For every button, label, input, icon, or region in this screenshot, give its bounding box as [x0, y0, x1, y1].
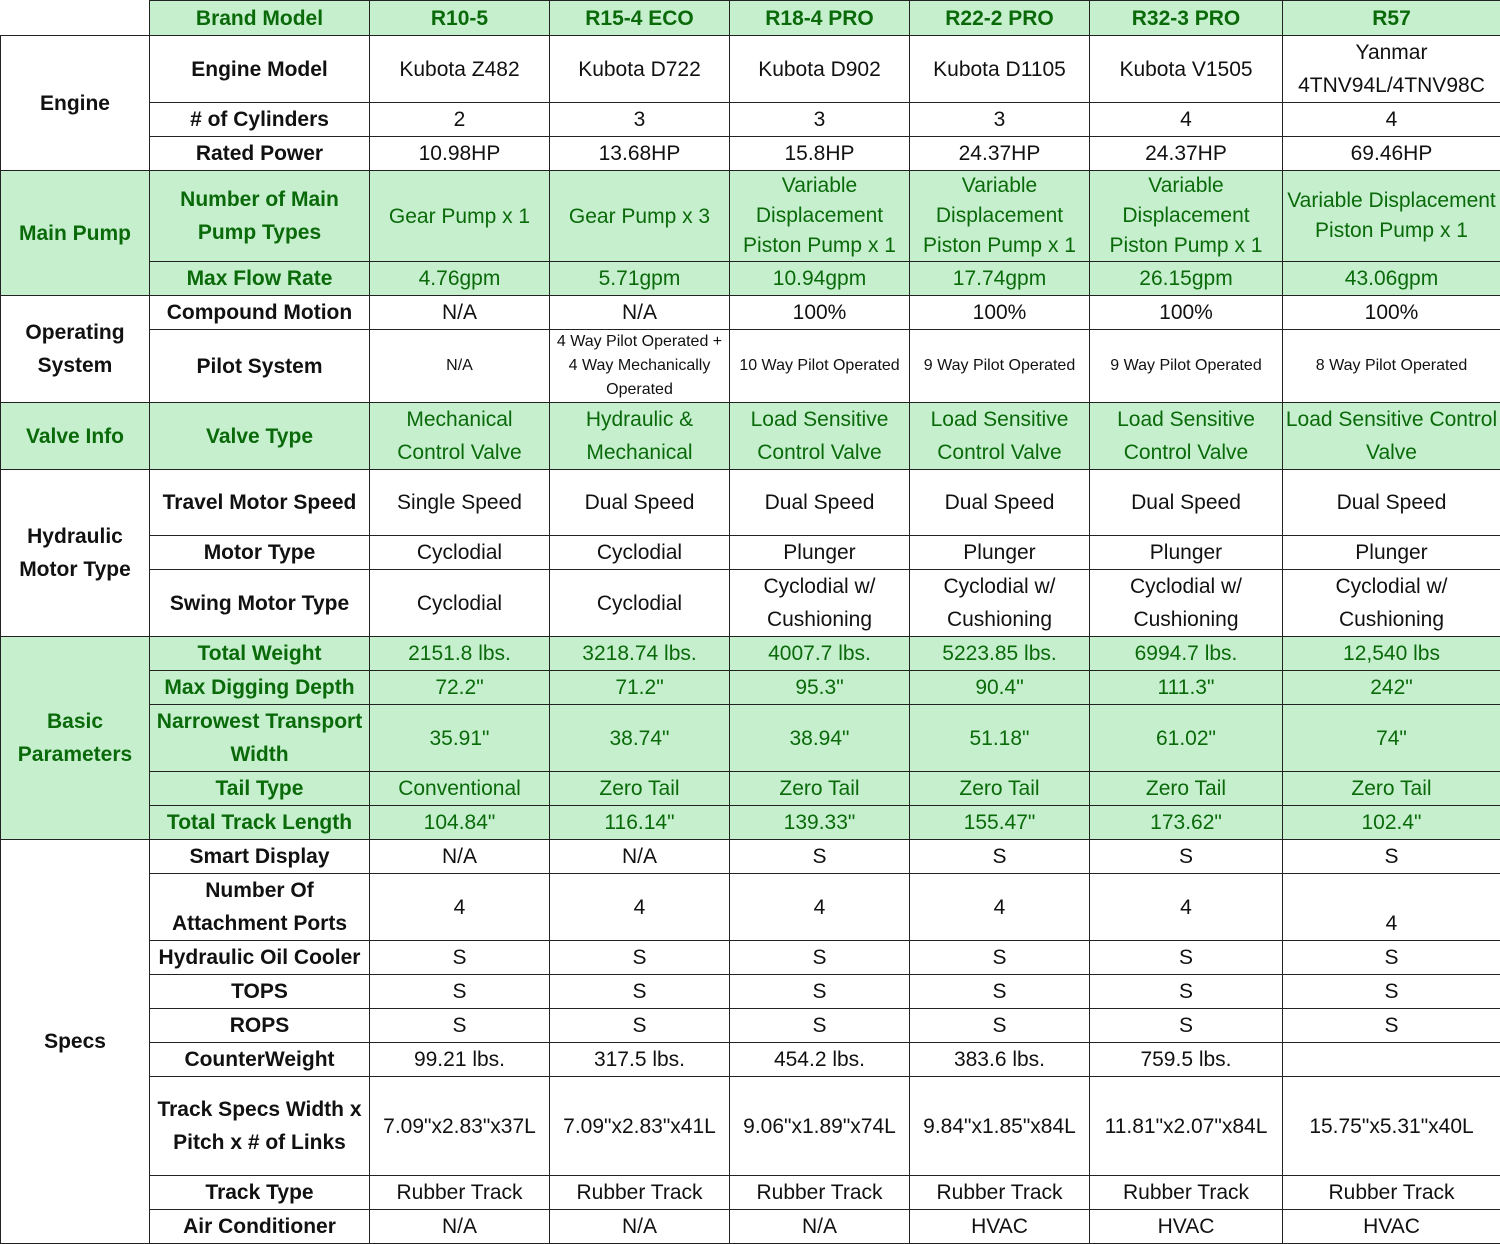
cell: Kubota Z482	[370, 36, 550, 103]
row-max-digging-depth	[1, 671, 1500, 705]
row-label: Engine Model	[150, 36, 370, 103]
cell: N/A	[370, 840, 550, 874]
cell: 173.62"	[1090, 806, 1283, 840]
row-rops	[1, 1009, 1500, 1043]
row-label: Air Conditioner	[150, 1210, 370, 1244]
cell: N/A	[550, 296, 730, 330]
cell: 95.3"	[730, 671, 910, 705]
cell: 17.74gpm	[910, 262, 1090, 296]
row-label: Hydraulic Oil Cooler	[150, 941, 370, 975]
row-travel-motor-speed	[1, 470, 1500, 536]
cell: N/A	[370, 1210, 550, 1244]
cell: 383.6 lbs.	[910, 1043, 1090, 1077]
cell: Plunger	[1090, 536, 1283, 570]
cell: S	[370, 941, 550, 975]
cell: Rubber Track	[1090, 1176, 1283, 1210]
cell: S	[730, 1009, 910, 1043]
cell: 3218.74 lbs.	[550, 637, 730, 671]
cell: S	[1283, 840, 1500, 874]
cell: Yanmar 4TNV94L/4TNV98C	[1283, 36, 1500, 103]
cell: Zero Tail	[1283, 772, 1500, 806]
row-label: Number of Main Pump Types	[150, 171, 370, 262]
row-label: Total Track Length	[150, 806, 370, 840]
cell: S	[910, 941, 1090, 975]
cell: HVAC	[910, 1210, 1090, 1244]
row-label: Smart Display	[150, 840, 370, 874]
cell: Rubber Track	[910, 1176, 1090, 1210]
cell: S	[370, 1009, 550, 1043]
cell: 2151.8 lbs.	[370, 637, 550, 671]
cell: Rubber Track	[370, 1176, 550, 1210]
row-tail-type	[1, 772, 1500, 806]
cell: Cyclodial	[550, 536, 730, 570]
cell: 242"	[1283, 671, 1500, 705]
cell: 43.06gpm	[1283, 262, 1500, 296]
cell: 35.91"	[370, 705, 550, 772]
cell: S	[1283, 941, 1500, 975]
cell: Dual Speed	[1090, 470, 1283, 536]
cell: 5223.85 lbs.	[910, 637, 1090, 671]
row-smart-display	[1, 840, 1500, 874]
cell: 317.5 lbs.	[550, 1043, 730, 1077]
cell: 4007.7 lbs.	[730, 637, 910, 671]
row-track-specs	[1, 1077, 1500, 1176]
cell: Load Sensitive Control Valve	[910, 403, 1090, 470]
cell: 24.37HP	[910, 137, 1090, 171]
cell: Cyclodial w/ Cushioning	[1283, 570, 1500, 637]
cell: HVAC	[1090, 1210, 1283, 1244]
row-oil-cooler	[1, 941, 1500, 975]
cell: 69.46HP	[1283, 137, 1500, 171]
cell: 38.94"	[730, 705, 910, 772]
row-label: Track Type	[150, 1176, 370, 1210]
category-valve-info: Valve Info	[1, 403, 150, 470]
cell: 10.94gpm	[730, 262, 910, 296]
cell: Dual Speed	[1283, 470, 1500, 536]
cell: 4	[1090, 874, 1283, 941]
cell: 100%	[730, 296, 910, 330]
cell: 12,540 lbs	[1283, 637, 1500, 671]
cell: 104.84"	[370, 806, 550, 840]
cell: S	[730, 941, 910, 975]
cell: Mechanical Control Valve	[370, 403, 550, 470]
cell: S	[910, 1009, 1090, 1043]
cell: N/A	[550, 1210, 730, 1244]
row-label: Pilot System	[150, 330, 370, 403]
cell: 759.5 lbs.	[1090, 1043, 1283, 1077]
cell: 3	[730, 103, 910, 137]
cell: S	[1090, 975, 1283, 1009]
cell: 99.21 lbs.	[370, 1043, 550, 1077]
row-track-type	[1, 1176, 1500, 1210]
cell: Dual Speed	[910, 470, 1090, 536]
cell: Plunger	[910, 536, 1090, 570]
cell: Cyclodial w/ Cushioning	[1090, 570, 1283, 637]
row-tops	[1, 975, 1500, 1009]
cell: 72.2"	[370, 671, 550, 705]
row-pilot-system	[1, 330, 1500, 403]
row-total-weight	[1, 637, 1500, 671]
row-label: Track Specs Width x Pitch x # of Links	[150, 1077, 370, 1176]
row-main-pump-types	[1, 171, 1500, 262]
row-air-conditioner	[1, 1210, 1500, 1244]
cell: HVAC	[1283, 1210, 1500, 1244]
cell: S	[910, 975, 1090, 1009]
row-engine-model	[1, 36, 1500, 103]
cell: Gear Pump x 3	[550, 171, 730, 262]
cell: S	[1283, 1009, 1500, 1043]
category-operating-system: Operating System	[1, 296, 150, 403]
cell: N/A	[370, 330, 550, 403]
cell: Variable Displacement Piston Pump x 1	[1283, 171, 1500, 262]
cell: Gear Pump x 1	[370, 171, 550, 262]
cell: 8 Way Pilot Operated	[1283, 330, 1500, 403]
cell: S	[550, 975, 730, 1009]
row-label: TOPS	[150, 975, 370, 1009]
cell: Dual Speed	[550, 470, 730, 536]
category-specs: Specs	[1, 840, 150, 1244]
cell: 9 Way Pilot Operated	[910, 330, 1090, 403]
row-label: Rated Power	[150, 137, 370, 171]
cell: S	[730, 975, 910, 1009]
cell: 90.4"	[910, 671, 1090, 705]
cell: S	[1283, 975, 1500, 1009]
category-engine: Engine	[1, 36, 150, 171]
cell: 6994.7 lbs.	[1090, 637, 1283, 671]
cell: Zero Tail	[550, 772, 730, 806]
cell: Cyclodial w/ Cushioning	[730, 570, 910, 637]
cell: 10.98HP	[370, 137, 550, 171]
cell: 51.18"	[910, 705, 1090, 772]
cell: 38.74"	[550, 705, 730, 772]
cell: Variable Displacement Piston Pump x 1	[910, 171, 1090, 262]
cell: Load Sensitive Control Valve	[1283, 403, 1500, 470]
cell: N/A	[550, 840, 730, 874]
cell: 116.14"	[550, 806, 730, 840]
cell: 24.37HP	[1090, 137, 1283, 171]
cell: 15.75"x5.31"x40L	[1283, 1077, 1500, 1176]
cell: 9.84"x1.85"x84L	[910, 1077, 1090, 1176]
cell: 3	[910, 103, 1090, 137]
cell: 4.76gpm	[370, 262, 550, 296]
cell: 11.81"x2.07"x84L	[1090, 1077, 1283, 1176]
cell: 155.47"	[910, 806, 1090, 840]
row-compound-motion	[1, 296, 1500, 330]
cell: Single Speed	[370, 470, 550, 536]
cell: 111.3"	[1090, 671, 1283, 705]
category-main-pump: Main Pump	[1, 171, 150, 296]
cell: S	[1090, 1009, 1283, 1043]
cell: N/A	[730, 1210, 910, 1244]
row-label: # of Cylinders	[150, 103, 370, 137]
cell: S	[1090, 941, 1283, 975]
cell: 3	[550, 103, 730, 137]
header-row	[1, 1, 1500, 36]
cell: 5.71gpm	[550, 262, 730, 296]
cell: S	[730, 840, 910, 874]
row-swing-motor-type	[1, 570, 1500, 637]
cell: S	[1090, 840, 1283, 874]
cell: 7.09"x2.83"x37L	[370, 1077, 550, 1176]
cell: 100%	[910, 296, 1090, 330]
cell: 13.68HP	[550, 137, 730, 171]
cell: 4	[1283, 874, 1500, 941]
cell: S	[370, 975, 550, 1009]
category-hydraulic-motor-type: Hydraulic Motor Type	[1, 470, 150, 637]
cell: Variable Displacement Piston Pump x 1	[1090, 171, 1283, 262]
row-transport-width	[1, 705, 1500, 772]
cell	[1283, 1043, 1500, 1077]
category-basic-parameters: Basic Parameters	[1, 637, 150, 840]
row-label: Total Weight	[150, 637, 370, 671]
cell: 4	[910, 874, 1090, 941]
row-track-length	[1, 806, 1500, 840]
cell: 102.4"	[1283, 806, 1500, 840]
row-label: Number Of Attachment Ports	[150, 874, 370, 941]
cell: 9.06"x1.89"x74L	[730, 1077, 910, 1176]
row-label: Motor Type	[150, 536, 370, 570]
cell: 61.02"	[1090, 705, 1283, 772]
cell: Zero Tail	[730, 772, 910, 806]
cell: Plunger	[1283, 536, 1500, 570]
cell: Rubber Track	[1283, 1176, 1500, 1210]
cell: Cyclodial	[370, 570, 550, 637]
cell: S	[550, 941, 730, 975]
row-label: Compound Motion	[150, 296, 370, 330]
cell: Kubota V1505	[1090, 36, 1283, 103]
row-label: Narrowest Transport Width	[150, 705, 370, 772]
cell: 139.33"	[730, 806, 910, 840]
row-valve-type	[1, 403, 1500, 470]
cell: Dual Speed	[730, 470, 910, 536]
cell: Zero Tail	[910, 772, 1090, 806]
cell: Plunger	[730, 536, 910, 570]
cell: Kubota D902	[730, 36, 910, 103]
cell: 7.09"x2.83"x41L	[550, 1077, 730, 1176]
cell: Kubota D722	[550, 36, 730, 103]
cell: 26.15gpm	[1090, 262, 1283, 296]
cell: 10 Way Pilot Operated	[730, 330, 910, 403]
model-header: R15-4 ECO	[550, 1, 730, 36]
cell: 71.2"	[550, 671, 730, 705]
cell: Cyclodial	[550, 570, 730, 637]
cell: 100%	[1283, 296, 1500, 330]
cell: Cyclodial w/ Cushioning	[910, 570, 1090, 637]
cell: 2	[370, 103, 550, 137]
cell: 4	[1283, 103, 1500, 137]
row-counterweight	[1, 1043, 1500, 1077]
cell: S	[910, 840, 1090, 874]
row-label: Max Flow Rate	[150, 262, 370, 296]
row-label: CounterWeight	[150, 1043, 370, 1077]
cell: 4 Way Pilot Operated + 4 Way Mechanically Operated	[550, 330, 730, 403]
cell: Kubota D1105	[910, 36, 1090, 103]
cell: Rubber Track	[550, 1176, 730, 1210]
row-max-flow	[1, 262, 1500, 296]
cell: Variable Displacement Piston Pump x 1	[730, 171, 910, 262]
row-label: Swing Motor Type	[150, 570, 370, 637]
row-rated-power	[1, 137, 1500, 171]
brand-model-header: Brand Model	[150, 1, 370, 36]
cell: 4	[370, 874, 550, 941]
cell: Cyclodial	[370, 536, 550, 570]
model-header: R10-5	[370, 1, 550, 36]
cell: N/A	[370, 296, 550, 330]
row-label: Max Digging Depth	[150, 671, 370, 705]
model-header: R32-3 PRO	[1090, 1, 1283, 36]
row-label: ROPS	[150, 1009, 370, 1043]
cell: 454.2 lbs.	[730, 1043, 910, 1077]
cell: Hydraulic & Mechanical	[550, 403, 730, 470]
corner-blank	[1, 1, 150, 36]
cell: 15.8HP	[730, 137, 910, 171]
row-label: Travel Motor Speed	[150, 470, 370, 536]
model-header: R57	[1283, 1, 1500, 36]
cell: 100%	[1090, 296, 1283, 330]
row-label: Valve Type	[150, 403, 370, 470]
cell: S	[550, 1009, 730, 1043]
cell: Rubber Track	[730, 1176, 910, 1210]
cell: Zero Tail	[1090, 772, 1283, 806]
row-motor-type	[1, 536, 1500, 570]
row-attachment-ports	[1, 874, 1500, 941]
row-label: Tail Type	[150, 772, 370, 806]
cell: 4	[550, 874, 730, 941]
cell: Load Sensitive Control Valve	[1090, 403, 1283, 470]
cell: 4	[730, 874, 910, 941]
cell: Load Sensitive Control Valve	[730, 403, 910, 470]
cell: 4	[1090, 103, 1283, 137]
row-cylinders	[1, 103, 1500, 137]
model-header: R18-4 PRO	[730, 1, 910, 36]
cell: 9 Way Pilot Operated	[1090, 330, 1283, 403]
model-header: R22-2 PRO	[910, 1, 1090, 36]
cell: 74"	[1283, 705, 1500, 772]
cell: Conventional	[370, 772, 550, 806]
